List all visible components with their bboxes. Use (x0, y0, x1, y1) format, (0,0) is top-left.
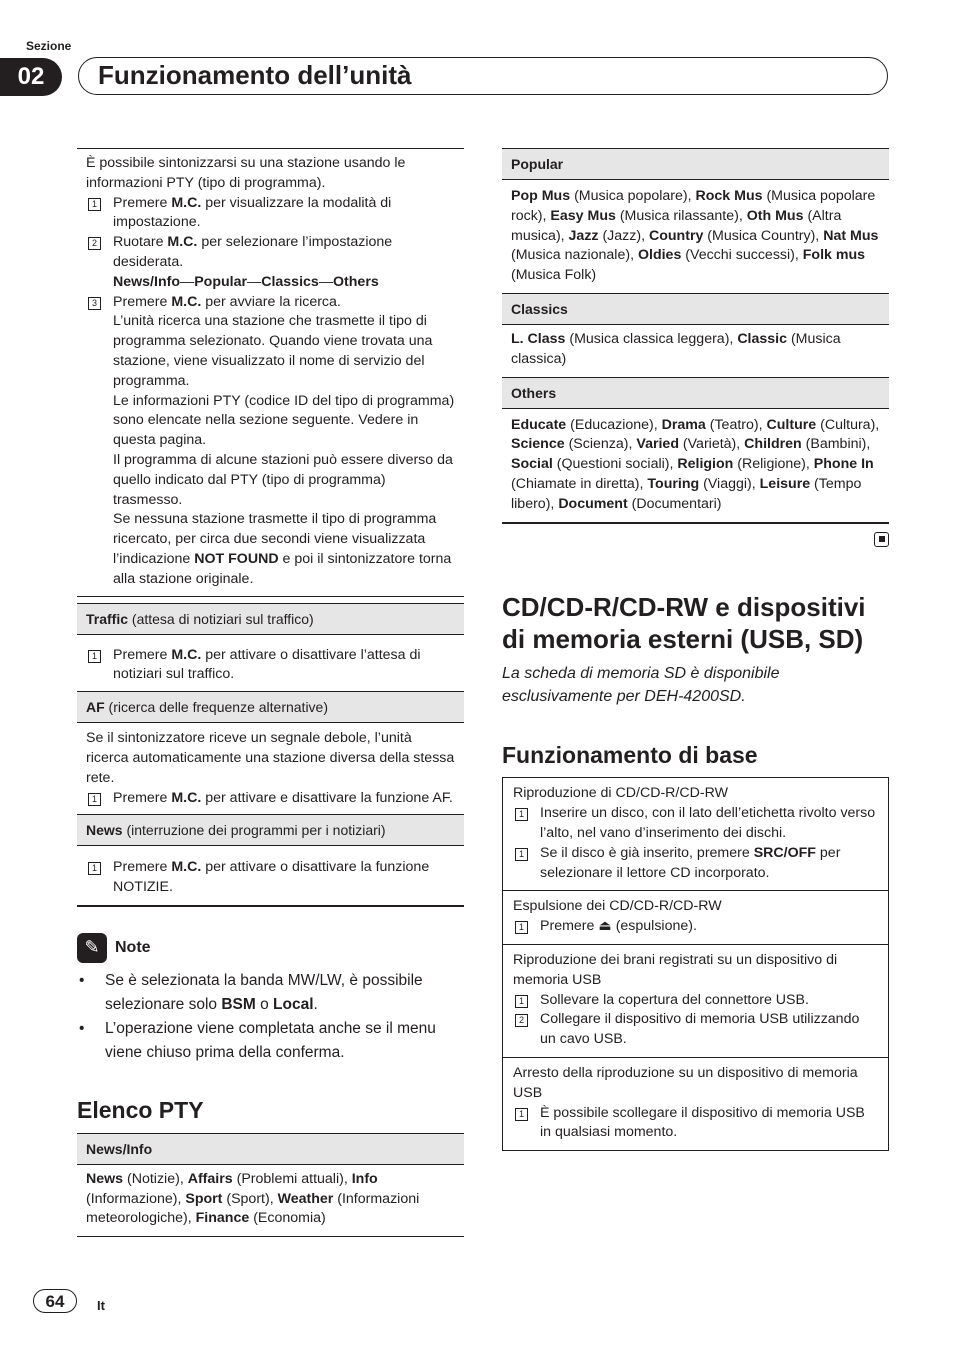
step-text: Premere (113, 859, 172, 876)
pty-entry: Nat Mus (Musica nazionale), (511, 227, 879, 264)
paragraph: Le informazioni PTY (codice ID del tipo di programma) sono elencate nella sezione seguente. Vedere in questa pagina. (113, 392, 455, 449)
right-column (502, 148, 889, 1151)
separator: — (247, 273, 262, 290)
pty-entry: Children (Bambini), (744, 436, 871, 453)
paragraph (113, 510, 455, 589)
pty-entry: Easy Mus (Musica rilassante), (550, 207, 747, 224)
language-code: It (97, 1298, 105, 1313)
usb-play-title: Riproduzione dei brani registrati su un dispositivo di memoria USB (513, 951, 838, 988)
traffic-title: Traffic (86, 610, 129, 627)
af-header (77, 691, 464, 723)
pty-entry: Oldies (Vecchi successi), (637, 247, 803, 264)
note-title: Note (115, 939, 151, 956)
pty-options (113, 273, 455, 293)
pty-entry: Finance (Economia) (195, 1210, 326, 1227)
step-text: Premere (540, 918, 599, 935)
step-2 (86, 233, 455, 292)
step-number-icon: 1 (88, 650, 101, 663)
section-number: 02 (0, 58, 62, 96)
step-text: Inserire un disco, con il lato dell’etichetta rivolto verso l’alto, nel vano d’inserimento dei dischi. (540, 805, 876, 841)
step-number-icon: 1 (515, 995, 528, 1008)
paragraph: Il programma di alcune stazioni può essere diverso da quello indicato dal PTY (tipo di programma) trasmesso. (113, 451, 453, 508)
pty-entry: Weather (Informazioni meteorologiche), (86, 1190, 420, 1227)
step-text: per attivare o disattivare l’attesa di notiziari sul traffico. (113, 646, 421, 683)
option-others: Others (333, 273, 379, 290)
step-text: per avviare la ricerca. (201, 293, 341, 310)
popular-cell (502, 180, 889, 294)
option-news-info: News/Info (113, 273, 181, 290)
usb-step-1 (513, 991, 879, 1011)
af-title: AF (86, 699, 105, 716)
step-text: per visualizzare la modalità di impostazione. (113, 194, 392, 231)
step-text: Sollevare la copertura del connettore USB. (540, 991, 809, 1008)
step-number-icon: 1 (88, 862, 101, 875)
option-popular: Popular (194, 273, 248, 290)
bsm-label: BSM (221, 995, 256, 1013)
traffic-subtitle: (attesa di notiziari sul traffico) (128, 610, 314, 627)
basic-operation-table (502, 777, 889, 1151)
end-of-section-icon (874, 532, 889, 547)
step-text: Premere (113, 194, 172, 211)
cd-section-subtitle: La scheda di memoria SD è disponibile esclusivamente per DEH-4200SD. (502, 664, 780, 705)
local-label: Local (273, 995, 314, 1013)
step-number-icon: 1 (515, 848, 528, 861)
not-found-label: NOT FOUND (194, 550, 279, 567)
eject-icon: ⏏ (598, 918, 612, 935)
pty-entry: Leisure (Tempo libero), (511, 475, 862, 512)
step-text: Se il disco è già inserito, premere (540, 844, 754, 861)
pty-entry: Touring (Viaggi), (647, 475, 760, 492)
usb-stop-step (513, 1104, 879, 1144)
pty-entry: Science (Scienza), (511, 436, 637, 453)
note-text: L’operazione viene completata anche se il menu viene chiuso prima della conferma. (105, 1019, 436, 1061)
left-column (77, 148, 464, 1237)
news-subtitle: (interruzione dei programmi per i notiziari) (122, 822, 386, 839)
pty-entry: Folk mus (Musica Folk) (511, 247, 866, 284)
pty-entry: Religion (Religione), (677, 456, 814, 473)
step-text: È possibile scollegare il dispositivo di memoria USB in qualsiasi momento. (540, 1104, 865, 1141)
step-text: Premere (113, 646, 172, 663)
pty-entry: Pop Mus (Musica popolare), (511, 188, 696, 204)
news-title: News (86, 822, 123, 839)
play-cd-cell (502, 778, 889, 891)
traffic-header (77, 603, 464, 635)
others-cell (502, 409, 889, 524)
pty-entry: L. Class (Musica classica leggera), (511, 330, 738, 347)
usb-stop-cell (502, 1058, 889, 1151)
mc-key: M.C. (171, 789, 202, 806)
newsinfo-header: News/Info (77, 1133, 464, 1165)
pty-intro-text: È possibile sintonizzarsi su una stazione usando le informazioni PTY (tipo di programma). (86, 155, 406, 191)
af-subtitle: (ricerca delle frequenze alternative) (104, 699, 329, 716)
src-off-key: SRC/OFF (753, 844, 816, 861)
pty-entry: Document (Documentari) (558, 495, 722, 512)
step-3 (86, 293, 455, 590)
newsinfo-cell (77, 1165, 464, 1237)
step-text: Ruotare (113, 234, 168, 251)
af-step (86, 789, 455, 809)
popular-header: Popular (502, 148, 889, 180)
usb-play-cell (502, 945, 889, 1058)
end-mark-row (502, 532, 889, 547)
paragraph-text: e poi il sintonizzatore torna alla stazione originale. (113, 550, 452, 587)
step-number-icon: 1 (515, 921, 528, 934)
classics-cell (502, 325, 889, 378)
section-label: Sezione (26, 39, 72, 53)
paragraph: L’unità ricerca una stazione che trasmette il tipo di programma selezionato. Quando viene trovata una stazione, viene visualizzato il nome di servizio del programma. (113, 313, 433, 389)
classics-header: Classics (502, 294, 889, 325)
mc-key: M.C. (171, 293, 202, 310)
step-text: per selezionare l’impostazione desiderata. (113, 234, 393, 270)
note-text: o (255, 995, 274, 1013)
step-1 (86, 194, 455, 234)
mc-key: M.C. (171, 646, 202, 663)
separator: — (318, 273, 333, 290)
note-item: • Se è selezionata la banda MW/LW, è possibile selezionare solo BSM o Local. (79, 971, 423, 1013)
af-text: Se il sintonizzatore riceve un segnale debole, l’unità ricerca automaticamente una stazione diversa della stessa rete. (86, 730, 455, 786)
mc-key: M.C. (171, 194, 202, 211)
paragraph-text: Se nessuna stazione trasmette il tipo di programma ricercato, per circa due secondi viene visualizzata l’indicazione (113, 511, 437, 567)
step-number-icon: 1 (88, 198, 101, 211)
option-classics: Classics (261, 273, 319, 290)
traffic-step (86, 646, 455, 686)
eject-cell (502, 891, 889, 945)
play-step-1 (513, 804, 879, 844)
pty-entry: News (Notizie), (86, 1170, 188, 1187)
pty-entry: Culture (Cultura), (766, 416, 880, 433)
af-block (77, 723, 464, 814)
page-number: 64 (33, 1289, 77, 1313)
note-text: Se è selezionata la banda MW/LW, è possibile selezionare solo (105, 971, 423, 1013)
step-text: per selezionare il lettore CD incorporato. (540, 844, 841, 881)
traffic-block (77, 635, 464, 692)
pty-entry: Drama (Teatro), (661, 416, 767, 433)
play-cd-title: Riproduzione di CD/CD-R/CD-RW (513, 785, 728, 802)
pty-entry: Country (Musica Country), (648, 227, 824, 244)
pty-search-block (77, 148, 464, 597)
step-number-icon: 1 (515, 808, 528, 821)
chapter-title: Funzionamento dell’unità (98, 60, 412, 90)
basic-operation-heading: Funzionamento di base (502, 741, 758, 768)
eject-step (513, 917, 879, 937)
pty-entry: Phone In (Chiamate in diretta), (511, 456, 874, 492)
step-text: Collegare il dispositivo di memoria USB utilizzando un cavo USB. (540, 1011, 860, 1048)
pty-entry: Info (Informazione), (86, 1170, 378, 1207)
pencil-note-icon: ✎ (77, 933, 107, 963)
pty-entry: Rock Mus (Musica popolare rock), (511, 188, 876, 224)
pty-entry: Varied (Varietà), (636, 436, 745, 453)
note-heading (77, 933, 464, 963)
pty-entry: Social (Questioni sociali), (511, 456, 678, 473)
pty-entry: Educate (Educazione), (511, 416, 662, 433)
pty-entry: Jazz (Jazz), (568, 227, 649, 244)
step-number-icon: 3 (88, 297, 101, 310)
step-number-icon: 2 (515, 1014, 528, 1027)
others-header: Others (502, 378, 889, 409)
step-text: Premere (113, 789, 172, 806)
mc-key: M.C. (167, 234, 198, 251)
eject-title: Espulsione dei CD/CD-R/CD-RW (513, 898, 722, 915)
step-text: per attivare e disattivare la funzione AF. (201, 789, 453, 806)
pty-entry: Classic (Musica classica) (511, 330, 841, 367)
news-block (77, 846, 464, 907)
note-text: . (313, 995, 318, 1013)
mc-key: M.C. (171, 859, 202, 876)
news-header (77, 814, 464, 846)
step-text: (espulsione). (611, 918, 697, 935)
step-number-icon: 1 (515, 1108, 528, 1121)
step-text: Premere (113, 293, 172, 310)
pty-entry: Sport (Sport), (185, 1190, 278, 1207)
pty-list-heading: Elenco PTY (77, 1096, 204, 1123)
usb-step-2 (513, 1010, 879, 1050)
separator: — (180, 273, 195, 290)
play-step-2 (513, 844, 879, 884)
step-number-icon: 1 (88, 793, 101, 806)
step-number-icon: 2 (88, 237, 101, 250)
news-step (86, 858, 455, 898)
note-item: • L’operazione viene completata anche se il menu viene chiuso prima della conferma. (77, 1017, 464, 1065)
note-list (77, 969, 464, 1065)
cd-section-heading: CD/CD-R/CD-RW e dispositivi di memoria esterni (USB, SD) (502, 591, 866, 654)
pty-entry: Affairs (Problemi attuali), (187, 1170, 352, 1187)
step-text: per attivare o disattivare la funzione NOTIZIE. (113, 859, 430, 896)
usb-stop-title: Arresto della riproduzione su un dispositivo di memoria USB (513, 1064, 858, 1101)
pty-entry: Oth Mus (Altra musica), (511, 207, 842, 244)
